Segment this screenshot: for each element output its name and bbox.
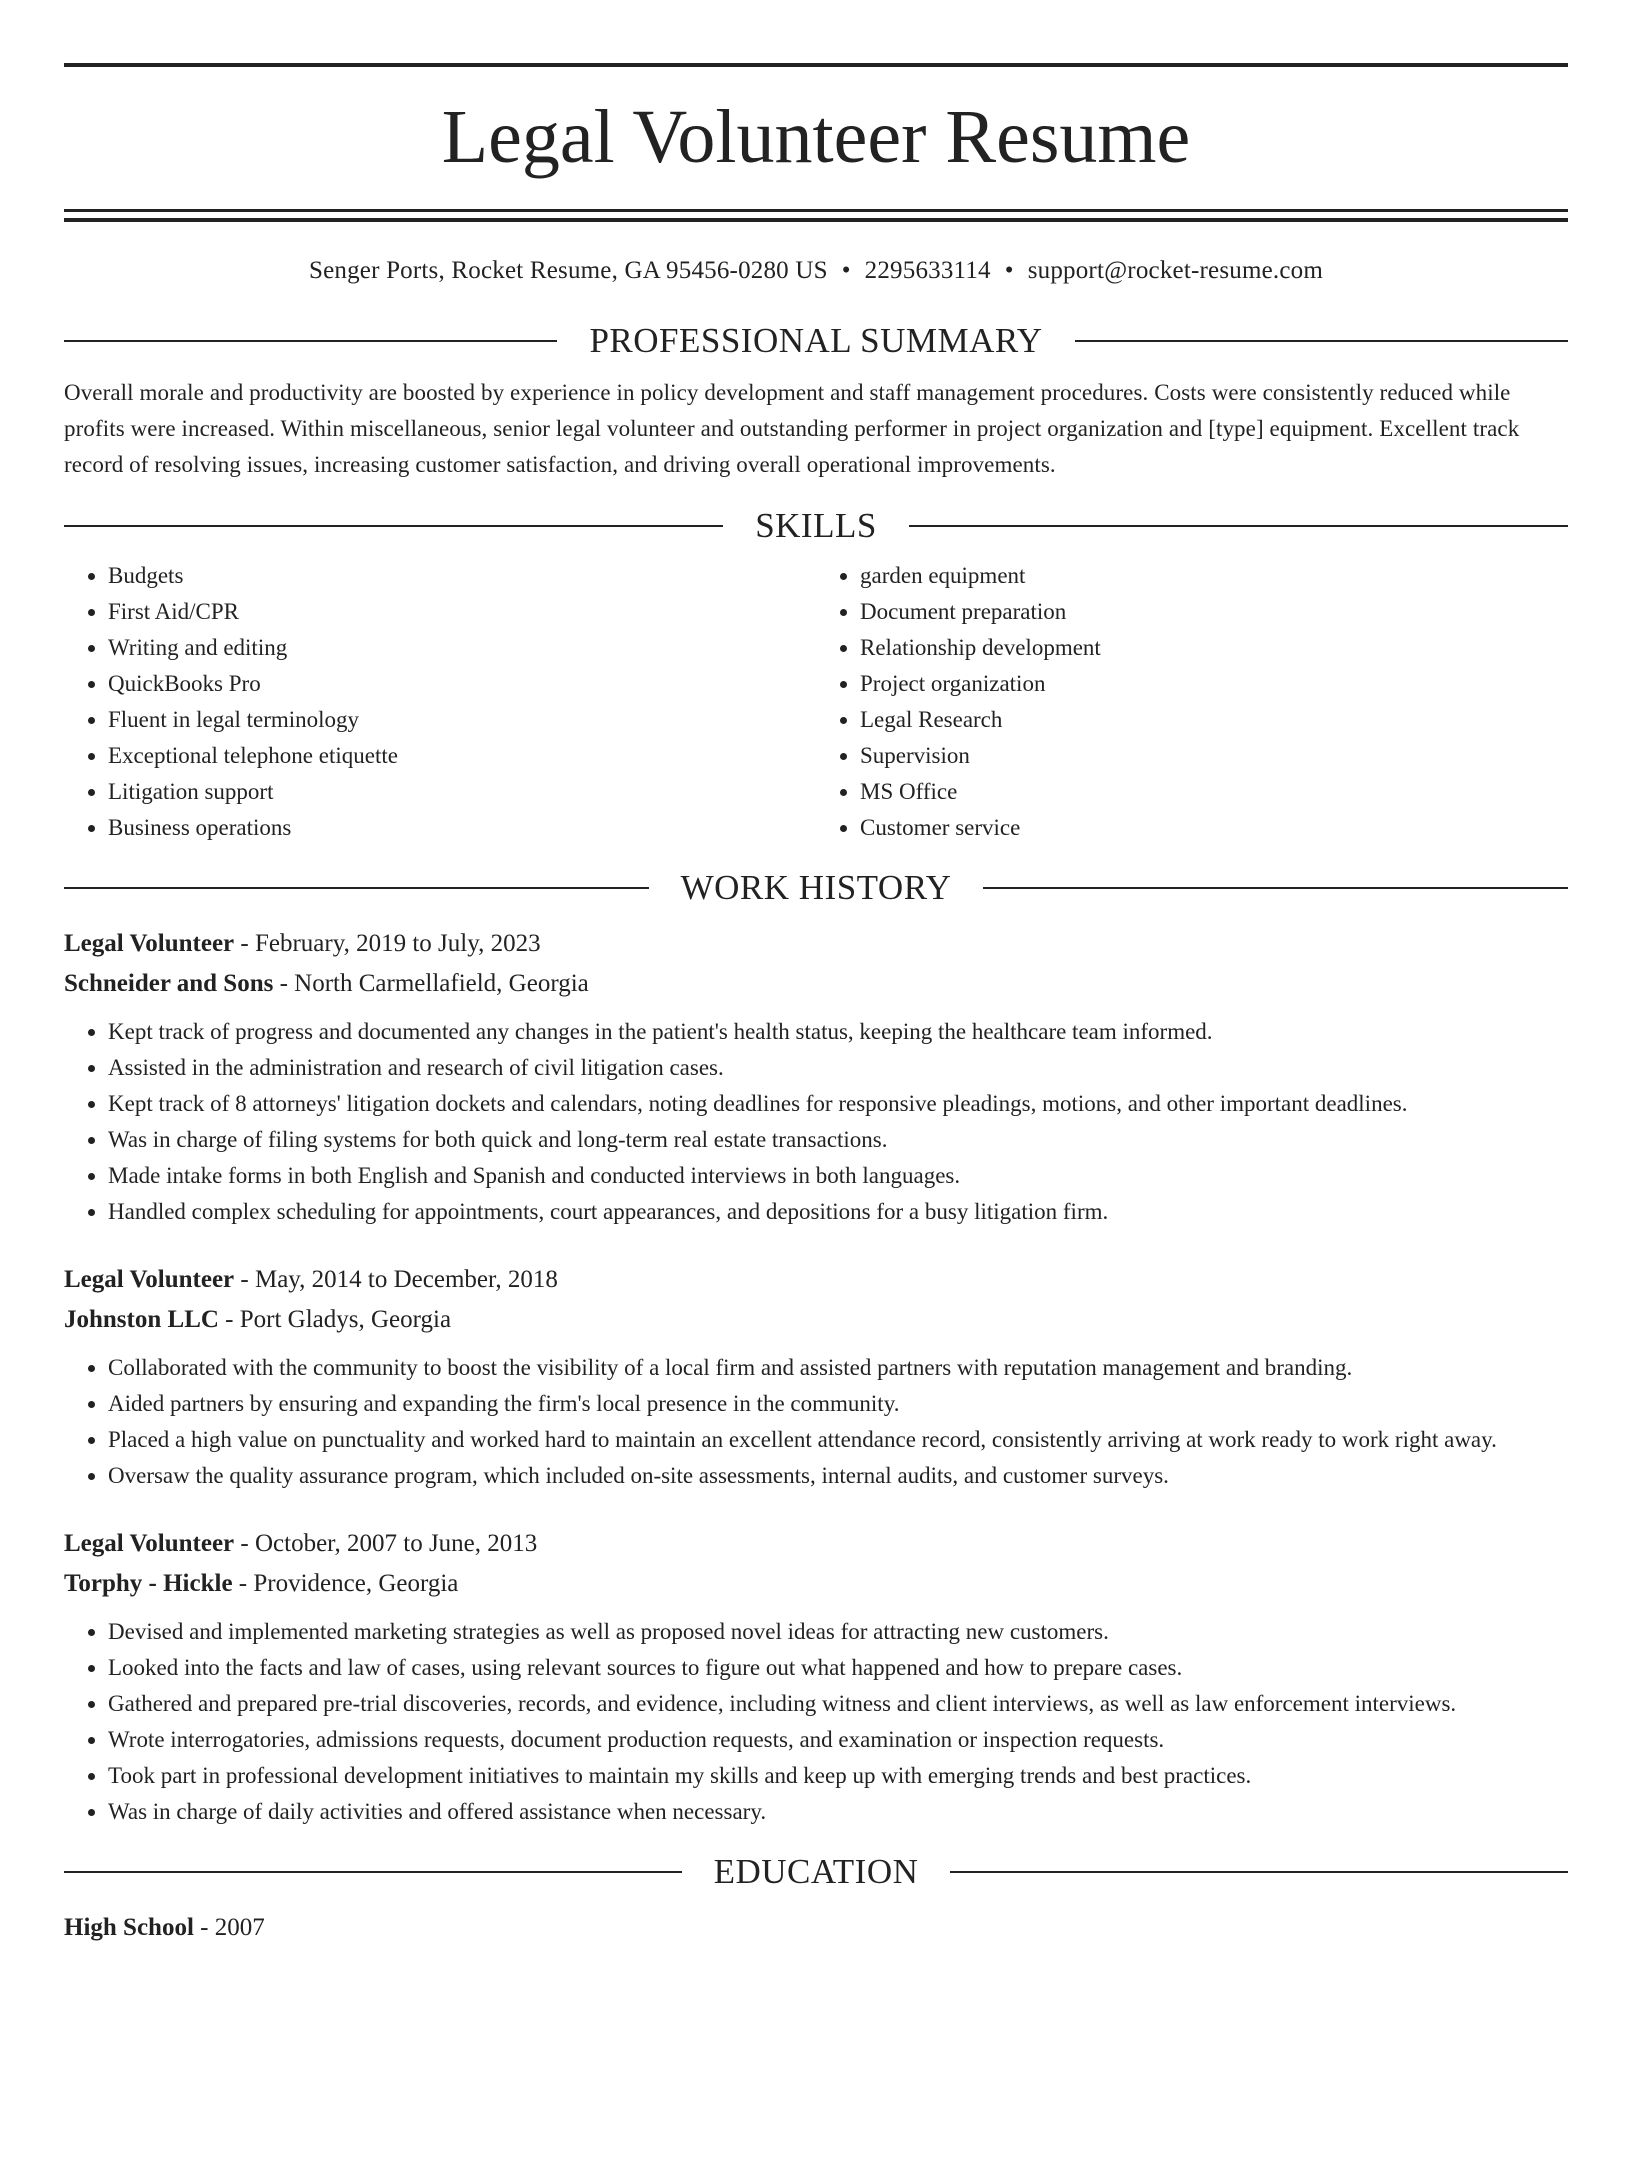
job-bullet: • Assisted in the administration and research of civil litigation cases. [108, 1050, 1568, 1086]
heading-rule-right [950, 1871, 1568, 1873]
contact-separator: • [1004, 257, 1014, 284]
job-location: - North Carmellafield, Georgia [273, 970, 589, 997]
job-bullet: • Took part in professional development initiatives to maintain my skills and keep up with emerging trends and best practices. [108, 1758, 1568, 1794]
job-dates: - October, 2007 to June, 2013 [234, 1530, 538, 1557]
top-rule [64, 63, 1568, 67]
job-company-line [64, 1564, 1568, 1604]
resume-title: Legal Volunteer Resume [441, 95, 1191, 179]
job-title-line [64, 1260, 1568, 1300]
job-bullets [64, 1614, 1568, 1830]
job-bullet: • Looked into the facts and law of cases, using relevant sources to figure out what happened and how to prepare cases. [108, 1650, 1568, 1686]
skill-item: • Budgets [108, 558, 816, 594]
skills-list [64, 558, 1568, 846]
job-bullet: • Placed a high value on punctuality and worked hard to maintain an excellent attendance record, consistently arriving at work ready to work right away. [108, 1422, 1568, 1458]
skill-item: • First Aid/CPR [108, 594, 816, 630]
education-school: High School [64, 1914, 194, 1941]
contact-address: Senger Ports, Rocket Resume, GA 95456-0280 US [309, 257, 828, 284]
job-bullets [64, 1014, 1568, 1230]
job-bullet: • Handled complex scheduling for appointments, court appearances, and depositions for a busy litigation firm. [108, 1194, 1568, 1230]
job-title-line [64, 924, 1568, 964]
skill-item: • Relationship development [860, 630, 1568, 666]
skill-item: • Writing and editing [108, 630, 816, 666]
skill-item: • Document preparation [860, 594, 1568, 630]
job-dates: - May, 2014 to December, 2018 [234, 1266, 558, 1293]
heading-rule-left [64, 525, 723, 527]
heading-rule-left [64, 340, 557, 342]
skill-item: • Legal Research [860, 702, 1568, 738]
summary-text: Overall morale and productivity are boosted by experience in policy development and staff management procedures. Costs were consistently reduced while profits were increased. Within miscellaneous, senior legal volunteer and outstanding performer in project organization and [type] equipment. Excellent track record of resolving issues, increasing customer satisfaction, and driving overall operational improvements. [64, 380, 1520, 477]
skills-column-left [64, 558, 816, 846]
heading-rule-right [1075, 340, 1568, 342]
education-entry [64, 1908, 1568, 1948]
job-location: - Port Gladys, Georgia [218, 1306, 452, 1333]
job-bullet: • Gathered and prepared pre-trial discoveries, records, and evidence, including witness and client interviews, as well as law enforcement interviews. [108, 1686, 1568, 1722]
resume-page [0, 63, 1632, 2175]
skill-item: • Exceptional telephone etiquette [108, 738, 816, 774]
job-bullets [64, 1350, 1568, 1494]
job-title: Legal Volunteer [64, 1530, 235, 1557]
job-company: Schneider and Sons [64, 970, 274, 997]
title-double-rule [64, 209, 1568, 222]
contact-separator: • [841, 257, 851, 284]
skill-item: • Project organization [860, 666, 1568, 702]
skill-item: • Customer service [860, 810, 1568, 846]
skills-column-right [816, 558, 1568, 846]
job-entry [64, 924, 1568, 1230]
job-bullet: • Collaborated with the community to boost the visibility of a local firm and assisted partners with reputation management and branding. [108, 1350, 1568, 1386]
work-history-heading-label: WORK HISTORY [680, 868, 952, 907]
skill-item: • Litigation support [108, 774, 816, 810]
skills-heading-label: SKILLS [755, 506, 877, 545]
heading-rule-left [64, 1871, 682, 1873]
job-bullet: • Kept track of progress and documented any changes in the patient's health status, keeping the healthcare team informed. [108, 1014, 1568, 1050]
summary-heading [64, 321, 1568, 361]
job-bullet: • Was in charge of filing systems for both quick and long-term real estate transactions. [108, 1122, 1568, 1158]
education-year: - 2007 [193, 1914, 265, 1941]
job-bullet: • Aided partners by ensuring and expanding the firm's local presence in the community. [108, 1386, 1568, 1422]
job-bullet: • Was in charge of daily activities and offered assistance when necessary. [108, 1794, 1568, 1830]
job-company-line [64, 1300, 1568, 1340]
skill-item: • garden equipment [860, 558, 1568, 594]
job-bullet: • Made intake forms in both English and Spanish and conducted interviews in both languages. [108, 1158, 1568, 1194]
job-title: Legal Volunteer [64, 1266, 235, 1293]
job-bullet: • Kept track of 8 attorneys' litigation dockets and calendars, noting deadlines for responsive pleadings, motions, and other important deadlines. [108, 1086, 1568, 1122]
skill-item: • MS Office [860, 774, 1568, 810]
education-heading [64, 1852, 1568, 1892]
job-bullet: • Oversaw the quality assurance program, which included on-site assessments, internal audits, and customer surveys. [108, 1458, 1568, 1494]
skill-item: • QuickBooks Pro [108, 666, 816, 702]
skill-item: • Business operations [108, 810, 816, 846]
job-company: Torphy - Hickle [64, 1570, 233, 1597]
contact-email[interactable]: support@rocket-resume.com [1027, 257, 1323, 284]
job-entry [64, 1260, 1568, 1494]
job-title: Legal Volunteer [64, 930, 235, 957]
skill-item: • Fluent in legal terminology [108, 702, 816, 738]
heading-rule-right [909, 525, 1568, 527]
job-bullet: • Devised and implemented marketing strategies as well as proposed novel ideas for attracting new customers. [108, 1614, 1568, 1650]
job-entry [64, 1524, 1568, 1830]
work-history-heading [64, 868, 1568, 908]
heading-rule-left [64, 887, 649, 889]
job-location: - Providence, Georgia [232, 1570, 459, 1597]
heading-rule-right [983, 887, 1568, 889]
job-company: Johnston LLC [64, 1306, 219, 1333]
contact-line [64, 256, 1568, 286]
job-bullet: • Wrote interrogatories, admissions requests, document production requests, and examination or inspection requests. [108, 1722, 1568, 1758]
summary-heading-label: PROFESSIONAL SUMMARY [589, 321, 1043, 360]
job-dates: - February, 2019 to July, 2023 [234, 930, 541, 957]
job-company-line [64, 964, 1568, 1004]
education-heading-label: EDUCATION [713, 1852, 919, 1891]
skills-heading [64, 506, 1568, 546]
job-title-line [64, 1524, 1568, 1564]
skill-item: • Supervision [860, 738, 1568, 774]
contact-phone: 2295633114 [864, 257, 991, 284]
